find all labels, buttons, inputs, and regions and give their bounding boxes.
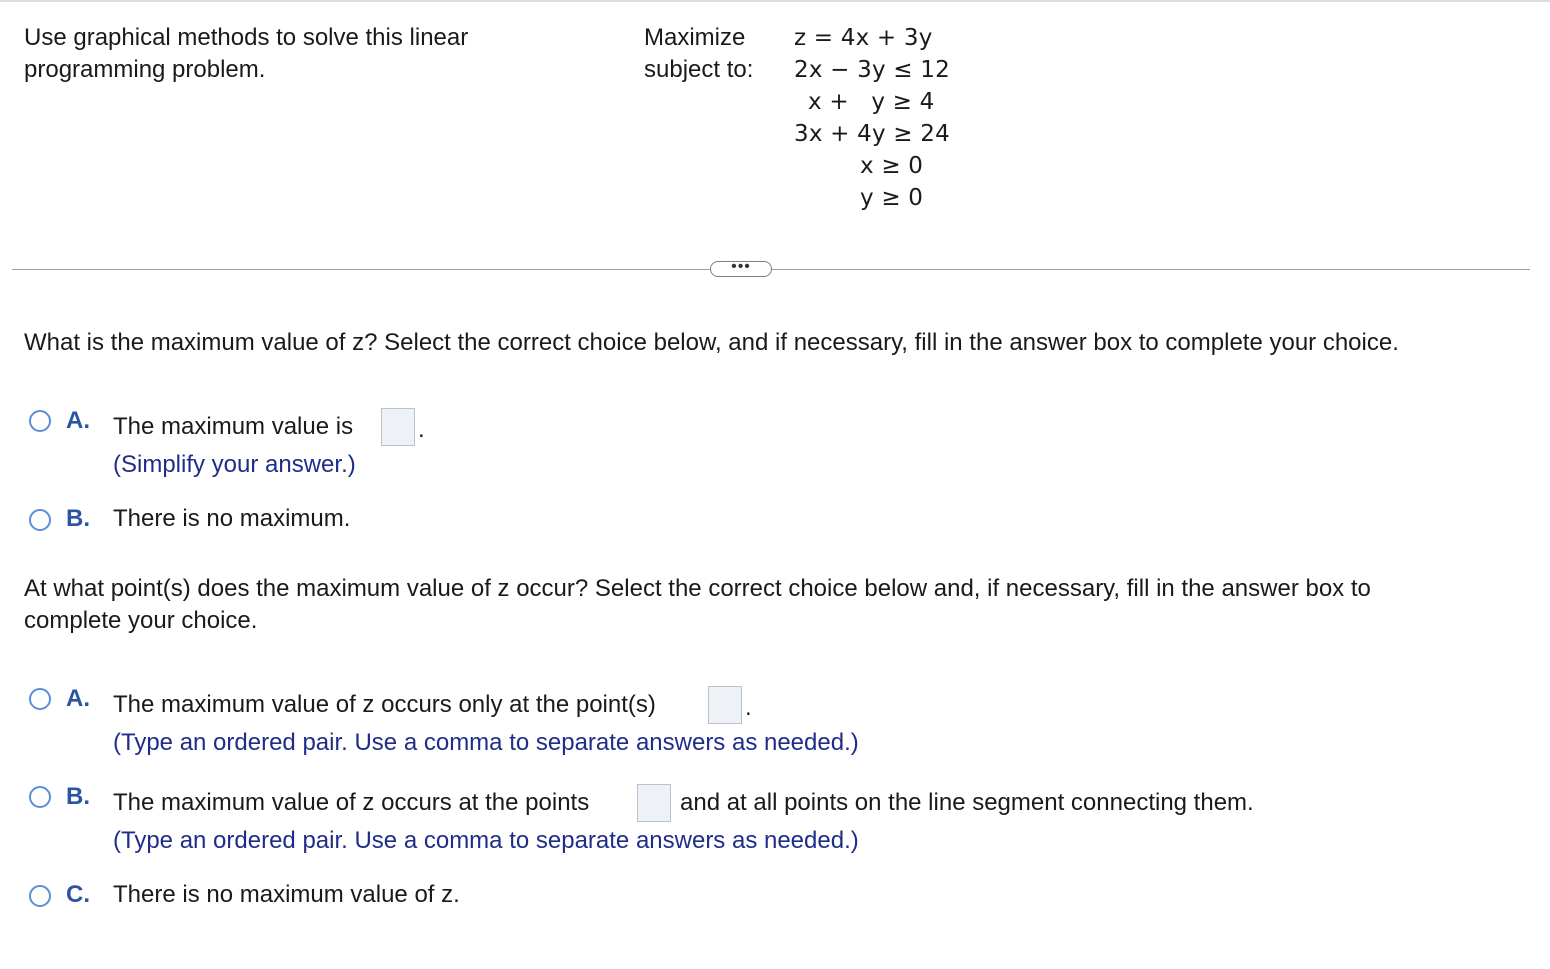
q2-choice-c-text: There is no maximum value of z. (113, 881, 460, 908)
constraint-3: 3x + 4y ≥ 24 (794, 121, 950, 147)
constraint-4: x ≥ 0 (860, 153, 924, 179)
question-2-prompt-line2: complete your choice. (24, 607, 258, 634)
q1-choice-b-text: There is no maximum. (113, 505, 351, 532)
constraint-2: x + y ≥ 4 (808, 89, 935, 115)
problem-intro-line1: Use graphical methods to solve this linear (24, 24, 469, 51)
objective-function: z = 4x + 3y (794, 25, 933, 51)
q1-choice-a-text: The maximum value is (113, 413, 354, 440)
q2-choice-b-radio[interactable] (29, 786, 51, 808)
q1-choice-a-hint: (Simplify your answer.) (113, 451, 356, 478)
q2-choice-b-letter: B. (66, 783, 90, 810)
q2-point-input[interactable] (708, 686, 742, 724)
question-1-prompt: What is the maximum value of z? Select the correct choice below, and if necessary, fill in the answer box to complete your choice. (24, 329, 1399, 356)
q2-choice-a-hint: (Type an ordered pair. Use a comma to separate answers as needed.) (113, 729, 859, 756)
constraint-5: y ≥ 0 (860, 185, 924, 211)
q2-choice-a-letter: A. (66, 685, 90, 712)
q1-choice-a-radio[interactable] (29, 410, 51, 432)
q2-choice-c-radio[interactable] (29, 885, 51, 907)
q1-choice-b-letter: B. (66, 505, 90, 532)
problem-intro-line2: programming problem. (24, 56, 266, 83)
q2-choice-a-radio[interactable] (29, 688, 51, 710)
q1-choice-a-period: . (418, 416, 425, 443)
q2-choice-b-hint: (Type an ordered pair. Use a comma to separate answers as needed.) (113, 827, 859, 854)
maximize-label: Maximize (644, 24, 746, 51)
q1-max-value-input[interactable] (381, 408, 415, 446)
subject-to-label: subject to: (644, 56, 754, 83)
q1-choice-a-letter: A. (66, 407, 90, 434)
constraint-1: 2x − 3y ≤ 12 (794, 57, 950, 83)
q2-choice-b-text: The maximum value of z occurs at the points (113, 789, 590, 816)
q1-choice-b-radio[interactable] (29, 509, 51, 531)
q2-choice-a-text: The maximum value of z occurs only at the point(s) (113, 691, 656, 718)
q2-choice-b-text-after: and at all points on the line segment connecting them. (680, 789, 1254, 816)
q2-choice-a-period: . (745, 694, 752, 721)
q2-choice-c-letter: C. (66, 881, 90, 908)
question-2-prompt-line1: At what point(s) does the maximum value of z occur? Select the correct choice below and, if necessary, fill in the answer box to (24, 575, 1371, 602)
q2-points-input[interactable] (637, 784, 671, 822)
expand-more-button[interactable]: ••• (710, 261, 772, 277)
top-border (0, 0, 1550, 2)
